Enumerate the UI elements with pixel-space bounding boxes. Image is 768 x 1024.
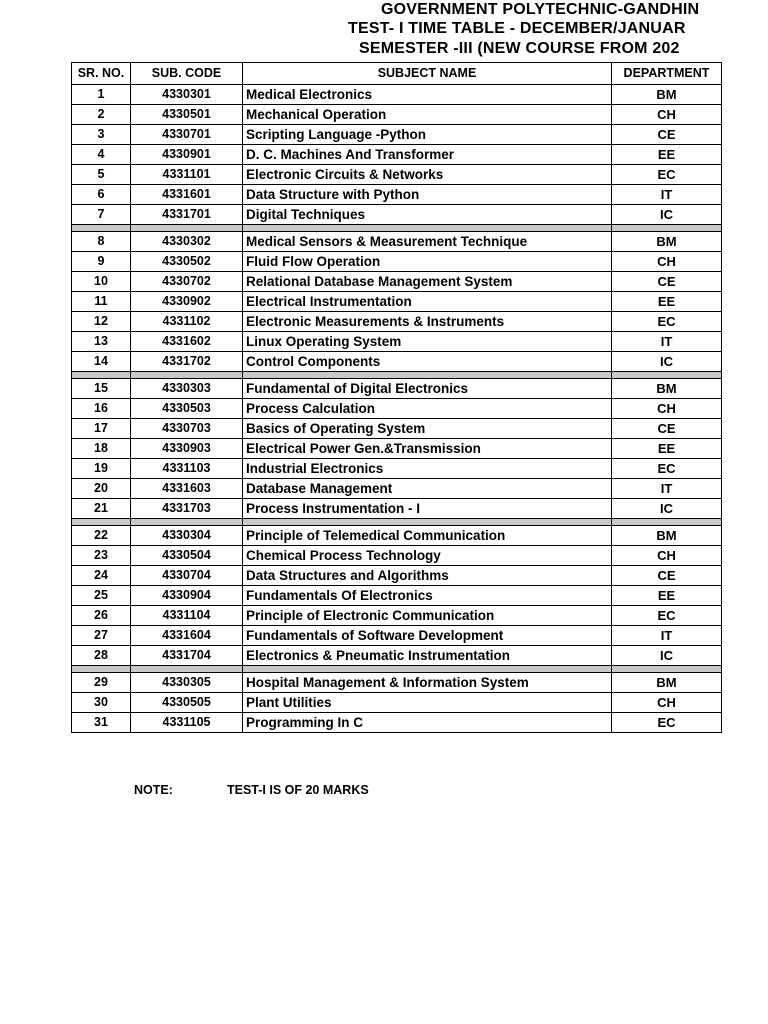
department-cell: IC [612, 499, 722, 519]
separator-cell [131, 519, 243, 526]
table-row [72, 232, 722, 252]
department-cell: IC [612, 646, 722, 666]
sr-no-cell: 25 [72, 586, 131, 606]
table-row [72, 479, 722, 499]
table-row [72, 626, 722, 646]
table-row [72, 312, 722, 332]
sr-no-cell: 31 [72, 713, 131, 733]
department-cell: EC [612, 459, 722, 479]
sr-no-cell: 24 [72, 566, 131, 586]
sub-code-cell: 4330305 [131, 673, 243, 693]
department-cell: CH [612, 399, 722, 419]
sr-no-cell: 26 [72, 606, 131, 626]
subject-name-cell: Scripting Language -Python [243, 125, 612, 145]
column-header-subject-name: SUBJECT NAME [243, 63, 612, 85]
department-cell: CH [612, 546, 722, 566]
sr-no-cell: 27 [72, 626, 131, 646]
department-cell: EC [612, 165, 722, 185]
sub-code-cell: 4330505 [131, 693, 243, 713]
subject-name-cell: Basics of Operating System [243, 419, 612, 439]
sub-code-cell: 4330703 [131, 419, 243, 439]
subject-name-cell: Process Calculation [243, 399, 612, 419]
table-row [72, 105, 722, 125]
sr-no-cell: 3 [72, 125, 131, 145]
sr-no-cell: 30 [72, 693, 131, 713]
subject-name-cell: Chemical Process Technology [243, 546, 612, 566]
department-cell: EE [612, 439, 722, 459]
separator-cell [131, 666, 243, 673]
department-cell: BM [612, 85, 722, 105]
column-header-sr-no: SR. NO. [72, 63, 131, 85]
subject-name-cell: Principle of Telemedical Communication [243, 526, 612, 546]
page-title-line-1: GOVERNMENT POLYTECHNIC-GANDHIN [381, 1, 700, 18]
column-header-sub-code: SUB. CODE [131, 63, 243, 85]
sub-code-cell: 4331105 [131, 713, 243, 733]
department-cell: EE [612, 145, 722, 165]
separator-cell [612, 225, 722, 232]
sr-no-cell: 15 [72, 379, 131, 399]
department-cell: CE [612, 125, 722, 145]
sr-no-cell: 23 [72, 546, 131, 566]
subject-name-cell: Electronic Measurements & Instruments [243, 312, 612, 332]
department-cell: IT [612, 479, 722, 499]
group-separator [72, 519, 722, 526]
table-row [72, 332, 722, 352]
note-label: NOTE: [134, 783, 173, 797]
table-row [72, 499, 722, 519]
separator-cell [243, 225, 612, 232]
subject-name-cell: Fundamentals Of Electronics [243, 586, 612, 606]
sub-code-cell: 4331603 [131, 479, 243, 499]
page-title-line-2: TEST- I TIME TABLE - DECEMBER/JANUAR [348, 20, 686, 37]
table-row [72, 459, 722, 479]
sub-code-cell: 4331702 [131, 352, 243, 372]
sub-code-cell: 4331704 [131, 646, 243, 666]
sub-code-cell: 4330304 [131, 526, 243, 546]
table-row [72, 85, 722, 105]
subject-name-cell: Mechanical Operation [243, 105, 612, 125]
table-row [72, 566, 722, 586]
department-cell: EC [612, 606, 722, 626]
separator-cell [612, 519, 722, 526]
sub-code-cell: 4330303 [131, 379, 243, 399]
sr-no-cell: 6 [72, 185, 131, 205]
separator-cell [243, 519, 612, 526]
department-cell: IT [612, 185, 722, 205]
table-row [72, 646, 722, 666]
department-cell: CE [612, 566, 722, 586]
table-row [72, 292, 722, 312]
sub-code-cell: 4330702 [131, 272, 243, 292]
table-row [72, 673, 722, 693]
table-row [72, 252, 722, 272]
sub-code-cell: 4330901 [131, 145, 243, 165]
department-cell: IT [612, 332, 722, 352]
table-row [72, 125, 722, 145]
table-row [72, 713, 722, 733]
sr-no-cell: 7 [72, 205, 131, 225]
sr-no-cell: 19 [72, 459, 131, 479]
sub-code-cell: 4330902 [131, 292, 243, 312]
department-cell: BM [612, 232, 722, 252]
group-separator [72, 666, 722, 673]
subject-name-cell: Data Structure with Python [243, 185, 612, 205]
sr-no-cell: 8 [72, 232, 131, 252]
subject-name-cell: Control Components [243, 352, 612, 372]
sub-code-cell: 4330302 [131, 232, 243, 252]
subject-name-cell: Data Structures and Algorithms [243, 566, 612, 586]
sr-no-cell: 18 [72, 439, 131, 459]
sub-code-cell: 4331601 [131, 185, 243, 205]
table-row [72, 352, 722, 372]
table-row [72, 145, 722, 165]
sub-code-cell: 4330704 [131, 566, 243, 586]
table-row [72, 419, 722, 439]
header-row [72, 63, 722, 85]
sr-no-cell: 2 [72, 105, 131, 125]
table-row [72, 546, 722, 566]
subject-name-cell: Fluid Flow Operation [243, 252, 612, 272]
department-cell: IC [612, 205, 722, 225]
separator-cell [72, 372, 131, 379]
table-row [72, 586, 722, 606]
group-separator [72, 225, 722, 232]
department-cell: BM [612, 673, 722, 693]
department-cell: CH [612, 693, 722, 713]
subject-name-cell: Electrical Power Gen.&Transmission [243, 439, 612, 459]
sr-no-cell: 22 [72, 526, 131, 546]
department-cell: BM [612, 379, 722, 399]
subject-name-cell: Digital Techniques [243, 205, 612, 225]
subject-name-cell: Plant Utilities [243, 693, 612, 713]
sub-code-cell: 4331102 [131, 312, 243, 332]
sub-code-cell: 4330501 [131, 105, 243, 125]
department-cell: IC [612, 352, 722, 372]
sr-no-cell: 1 [72, 85, 131, 105]
subject-name-cell: Process Instrumentation - I [243, 499, 612, 519]
subject-name-cell: Relational Database Management System [243, 272, 612, 292]
sr-no-cell: 28 [72, 646, 131, 666]
sr-no-cell: 4 [72, 145, 131, 165]
subject-name-cell: Medical Electronics [243, 85, 612, 105]
sr-no-cell: 13 [72, 332, 131, 352]
table-row [72, 693, 722, 713]
subject-name-cell: Database Management [243, 479, 612, 499]
separator-cell [72, 666, 131, 673]
separator-cell [612, 666, 722, 673]
table-row [72, 272, 722, 292]
table-row [72, 606, 722, 626]
department-cell: CE [612, 272, 722, 292]
sr-no-cell: 21 [72, 499, 131, 519]
sr-no-cell: 17 [72, 419, 131, 439]
sub-code-cell: 4330503 [131, 399, 243, 419]
sr-no-cell: 10 [72, 272, 131, 292]
table-row [72, 185, 722, 205]
table-row [72, 165, 722, 185]
sub-code-cell: 4330903 [131, 439, 243, 459]
subject-name-cell: D. C. Machines And Transformer [243, 145, 612, 165]
sr-no-cell: 11 [72, 292, 131, 312]
department-cell: EC [612, 713, 722, 733]
subject-name-cell: Principle of Electronic Communication [243, 606, 612, 626]
subject-name-cell: Hospital Management & Information System [243, 673, 612, 693]
timetable-body [72, 85, 722, 733]
sr-no-cell: 16 [72, 399, 131, 419]
page-title-line-3: SEMESTER -III (NEW COURSE FROM 202 [359, 40, 680, 57]
sub-code-cell: 4330301 [131, 85, 243, 105]
table-row [72, 205, 722, 225]
sr-no-cell: 20 [72, 479, 131, 499]
department-cell: CH [612, 105, 722, 125]
sr-no-cell: 9 [72, 252, 131, 272]
sub-code-cell: 4331101 [131, 165, 243, 185]
subject-name-cell: Industrial Electronics [243, 459, 612, 479]
sub-code-cell: 4330701 [131, 125, 243, 145]
sub-code-cell: 4331703 [131, 499, 243, 519]
sr-no-cell: 5 [72, 165, 131, 185]
subject-name-cell: Fundamental of Digital Electronics [243, 379, 612, 399]
sub-code-cell: 4330904 [131, 586, 243, 606]
department-cell: BM [612, 526, 722, 546]
department-cell: IT [612, 626, 722, 646]
table-row [72, 439, 722, 459]
department-cell: EE [612, 586, 722, 606]
subject-name-cell: Electronic Circuits & Networks [243, 165, 612, 185]
separator-cell [131, 225, 243, 232]
note-text: TEST-I IS OF 20 MARKS [227, 783, 369, 797]
sub-code-cell: 4330502 [131, 252, 243, 272]
subject-name-cell: Programming In C [243, 713, 612, 733]
sub-code-cell: 4330504 [131, 546, 243, 566]
sr-no-cell: 29 [72, 673, 131, 693]
separator-cell [243, 666, 612, 673]
sub-code-cell: 4331701 [131, 205, 243, 225]
subject-name-cell: Fundamentals of Software Development [243, 626, 612, 646]
sub-code-cell: 4331104 [131, 606, 243, 626]
department-cell: CH [612, 252, 722, 272]
subject-name-cell: Electronics & Pneumatic Instrumentation [243, 646, 612, 666]
sr-no-cell: 14 [72, 352, 131, 372]
sr-no-cell: 12 [72, 312, 131, 332]
table-row [72, 399, 722, 419]
department-cell: EC [612, 312, 722, 332]
separator-cell [243, 372, 612, 379]
separator-cell [72, 519, 131, 526]
group-separator [72, 372, 722, 379]
column-header-department: DEPARTMENT [612, 63, 722, 85]
subject-name-cell: Electrical Instrumentation [243, 292, 612, 312]
sub-code-cell: 4331604 [131, 626, 243, 646]
department-cell: EE [612, 292, 722, 312]
separator-cell [131, 372, 243, 379]
timetable [71, 62, 722, 733]
sub-code-cell: 4331602 [131, 332, 243, 352]
sub-code-cell: 4331103 [131, 459, 243, 479]
department-cell: CE [612, 419, 722, 439]
subject-name-cell: Linux Operating System [243, 332, 612, 352]
separator-cell [612, 372, 722, 379]
subject-name-cell: Medical Sensors & Measurement Technique [243, 232, 612, 252]
separator-cell [72, 225, 131, 232]
table-row [72, 379, 722, 399]
table-row [72, 526, 722, 546]
